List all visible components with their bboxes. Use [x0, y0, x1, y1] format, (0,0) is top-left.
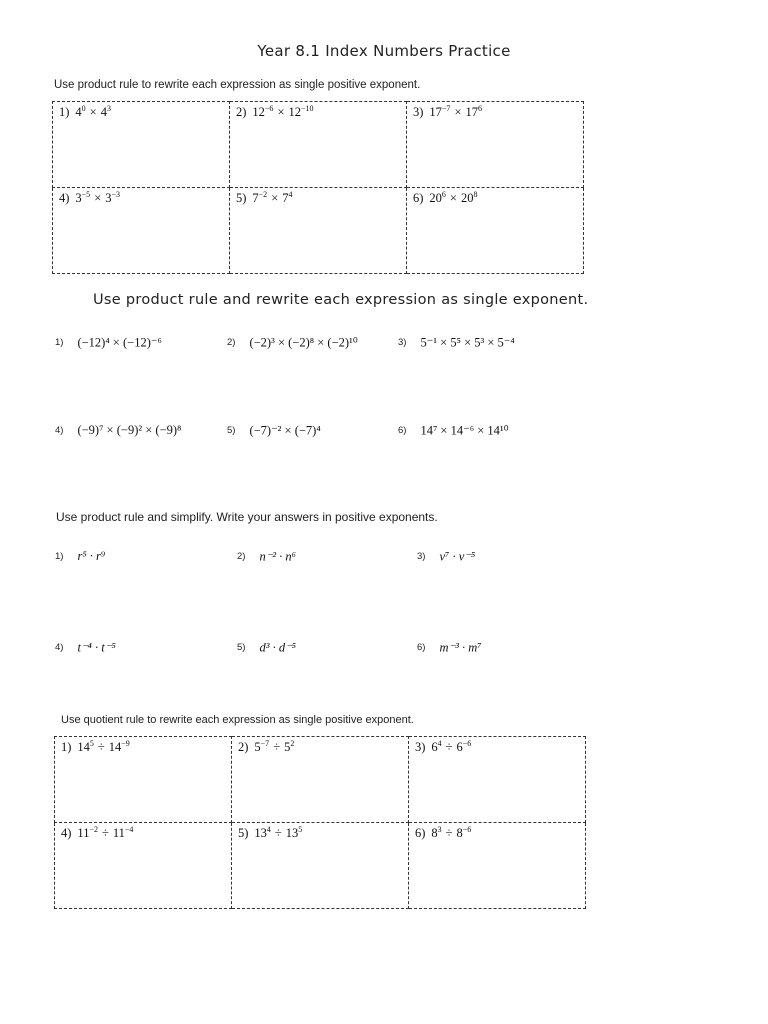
base-2: 20: [460, 191, 474, 205]
operator: ÷: [273, 740, 281, 754]
exponent-1: 0: [81, 104, 86, 113]
problem-expression: 14⁷ × 14⁻⁶ × 14¹⁰: [420, 423, 509, 438]
exponent-2: 6: [478, 104, 482, 113]
base-2: 17: [465, 105, 478, 119]
problem-number: 4): [59, 191, 70, 205]
problem-cell[interactable]: [232, 737, 409, 823]
base-1: 20: [429, 191, 442, 205]
problem-expression: d³ · d⁻⁵: [259, 640, 297, 655]
problem-number: 6): [413, 191, 424, 205]
problem-item: [237, 546, 296, 565]
problem-number: 2): [227, 337, 236, 348]
problem-expression: v⁷ · v⁻⁵: [439, 549, 476, 564]
problem-item: [55, 637, 116, 656]
operator: ÷: [101, 826, 109, 840]
exponent-1: 4: [266, 825, 271, 834]
exponent-1: −5: [81, 190, 91, 199]
grid-row: [55, 737, 586, 823]
operator: ×: [454, 105, 462, 119]
base-1: 4: [75, 105, 82, 119]
problem-expression: (−12)⁴ × (−12)⁻⁶: [77, 335, 162, 350]
problem-number: 3): [413, 105, 424, 119]
base-2: 11: [112, 826, 125, 840]
operator: ÷: [97, 740, 105, 754]
problem-cell[interactable]: [409, 737, 586, 823]
base-1: 17: [429, 105, 442, 119]
grid-row: [55, 823, 586, 909]
problem-number: 2): [236, 105, 247, 119]
problem-item: [398, 332, 515, 351]
base-2: 12: [288, 105, 301, 119]
problem-expression: (−9)⁷ × (−9)² × (−9)⁸: [77, 423, 182, 437]
problem-number: 3): [398, 337, 407, 348]
problem-number: 5): [237, 642, 246, 653]
section3-instruction: Use product rule and simplify. Write your answers in positive exponents.: [56, 510, 438, 524]
base-2: 5: [284, 740, 291, 754]
exponent-2: 3: [106, 104, 111, 113]
problem-number: 1): [55, 551, 64, 562]
base-1: 12: [252, 105, 265, 119]
problem-number: 3): [417, 551, 426, 562]
problem-item: [55, 332, 162, 351]
exponent-2: −3: [111, 190, 121, 199]
problem-number: 4): [55, 425, 64, 436]
problem-cell[interactable]: [407, 102, 584, 188]
base-1: 5: [254, 740, 261, 754]
problem-item: [55, 420, 181, 439]
section1-instruction: Use product rule to rewrite each expression as single positive exponent.: [54, 79, 421, 91]
problem-cell[interactable]: [232, 823, 409, 909]
problem-cell[interactable]: [53, 188, 230, 274]
operator: ÷: [445, 826, 453, 840]
problem-expression: r⁵ · r⁹: [77, 549, 106, 563]
base-1: 6: [431, 740, 438, 754]
section1-grid: [52, 101, 584, 274]
operator: ×: [449, 191, 457, 205]
exponent-2: −6: [462, 825, 472, 834]
base-2: 6: [456, 740, 463, 754]
section2-instruction: Use product rule and rewrite each expression as single exponent.: [93, 292, 589, 308]
problem-number: 1): [55, 337, 64, 348]
problem-cell[interactable]: [53, 102, 230, 188]
exponent-1: 3: [437, 825, 442, 834]
exponent-2: −10: [301, 104, 314, 113]
base-1: 11: [77, 826, 90, 840]
problem-cell[interactable]: [55, 823, 232, 909]
exponent-2: −6: [462, 739, 472, 748]
base-1: 3: [75, 191, 82, 205]
base-2: 3: [105, 191, 112, 205]
problem-item: [398, 420, 509, 439]
problem-expression: n⁻² · n⁶: [259, 549, 297, 564]
problem-number: 1): [61, 740, 72, 754]
base-1: 7: [252, 191, 259, 205]
problem-number: 4): [61, 826, 72, 840]
problem-cell[interactable]: [230, 188, 407, 274]
exponent-2: −4: [124, 825, 134, 834]
problem-item: [227, 420, 321, 439]
problem-number: 6): [415, 826, 426, 840]
problem-cell[interactable]: [407, 188, 584, 274]
problem-number: 2): [237, 551, 246, 562]
problem-item: [227, 332, 358, 351]
base-2: 8: [456, 826, 463, 840]
problem-number: 5): [238, 826, 249, 840]
exponent-1: −7: [260, 739, 270, 748]
exponent-1: −7: [441, 104, 451, 113]
exponent-2: 4: [288, 190, 293, 199]
operator: ×: [89, 105, 97, 119]
exponent-1: 6: [441, 190, 446, 199]
problem-expression: (−7)⁻² × (−7)⁴: [249, 423, 321, 438]
problem-number: 1): [59, 105, 70, 119]
page-title: Year 8.1 Index Numbers Practice: [257, 42, 511, 60]
problem-cell[interactable]: [409, 823, 586, 909]
base-2: 14: [108, 740, 122, 754]
operator: ÷: [445, 740, 453, 754]
problem-expression: (−2)³ × (−2)⁸ × (−2)¹⁰: [249, 335, 358, 350]
problem-expression: m⁻³ · m⁷: [439, 640, 482, 655]
exponent-1: −2: [258, 190, 268, 199]
exponent-2: −9: [121, 739, 130, 748]
base-2: 7: [282, 191, 289, 205]
problem-number: 2): [238, 740, 249, 754]
base-1: 13: [254, 826, 267, 840]
base-1: 8: [431, 826, 438, 840]
problem-item: [417, 637, 482, 656]
problem-number: 6): [398, 425, 407, 436]
operator: ×: [277, 105, 285, 119]
exponent-1: 5: [89, 739, 94, 748]
problem-number: 4): [55, 642, 64, 653]
exponent-1: −6: [264, 104, 274, 113]
base-1: 14: [77, 740, 90, 754]
operator: ×: [271, 191, 279, 205]
exponent-1: −2: [89, 825, 98, 834]
exponent-2: 8: [473, 190, 478, 199]
problem-item: [417, 546, 475, 565]
problem-cell[interactable]: [55, 737, 232, 823]
section4-instruction: Use quotient rule to rewrite each expression as single positive exponent.: [61, 714, 414, 726]
operator: ÷: [274, 826, 282, 840]
base-2: 13: [285, 826, 299, 840]
grid-row: [53, 102, 584, 188]
exponent-2: 2: [290, 739, 295, 748]
problem-number: 6): [417, 642, 426, 653]
base-2: 4: [100, 105, 107, 119]
section4-grid: [54, 736, 586, 909]
problem-expression: t⁻⁴ · t⁻⁵: [77, 640, 116, 655]
problem-number: 3): [415, 740, 426, 754]
problem-item: [237, 637, 296, 656]
problem-number: 5): [236, 191, 247, 205]
problem-expression: 5⁻¹ × 5⁵ × 5³ × 5⁻⁴: [420, 335, 515, 350]
operator: ×: [94, 191, 102, 205]
exponent-1: 4: [437, 739, 442, 748]
grid-row: [53, 188, 584, 274]
problem-number: 5): [227, 425, 236, 436]
problem-item: [55, 546, 105, 565]
problem-cell[interactable]: [230, 102, 407, 188]
exponent-2: 5: [298, 825, 303, 834]
